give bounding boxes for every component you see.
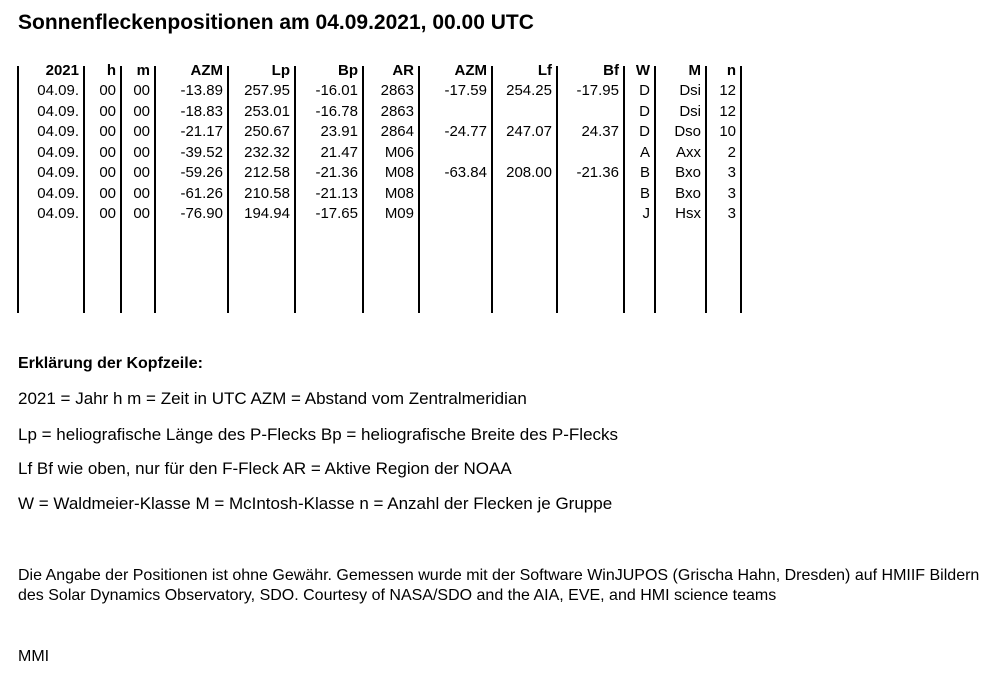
cell-mcintosh: Hsx: [675, 205, 701, 222]
cell-azm-p: -13.89: [180, 82, 223, 99]
header-lp: Lp: [271, 62, 290, 79]
legend-line-1: 2021 = Jahr h m = Zeit in UTC AZM = Abstand vom Zentralmeridian: [18, 389, 527, 408]
header-hour: h: [106, 62, 116, 79]
cell-minute: 00: [133, 184, 150, 202]
cell-count: 3: [727, 164, 736, 181]
cell-bp: -17.65: [315, 205, 358, 222]
cell-ar: 2864: [380, 123, 414, 140]
cell-lp: 194.94: [244, 205, 290, 222]
cell-minute: 00: [133, 82, 150, 99]
column-rule: [740, 66, 742, 313]
header-azm-f: AZM: [454, 62, 487, 79]
header-count: n: [726, 62, 736, 79]
cell-mcintosh: Bxo: [675, 164, 701, 181]
cell-lp: 250.67: [244, 123, 290, 140]
cell-lp: 210.58: [244, 184, 290, 202]
cell-hour: 00: [99, 205, 116, 222]
cell-lp: 232.32: [244, 143, 290, 161]
cell-waldmeier: A: [639, 143, 650, 161]
cell-ar: M08: [384, 184, 414, 202]
cell-count: 12: [719, 102, 736, 120]
cell-azm-f: -17.59: [444, 82, 487, 99]
cell-mcintosh: Bxo: [675, 184, 701, 202]
cell-bf: 24.37: [581, 123, 619, 140]
header-lf: Lf: [537, 62, 552, 79]
column-rule: [491, 66, 493, 313]
column-rule: [154, 66, 156, 313]
cell-ar: 2863: [380, 102, 414, 120]
header-minute: m: [136, 62, 150, 79]
header-ar: AR: [392, 62, 414, 79]
cell-azm-p: -76.90: [180, 205, 223, 222]
cell-azm-p: -61.26: [180, 184, 223, 202]
cell-lf: 208.00: [506, 164, 552, 181]
cell-year: 04.09.: [37, 143, 79, 161]
cell-bp: 23.91: [320, 123, 358, 140]
cell-waldmeier: B: [639, 164, 650, 181]
cell-hour: 00: [99, 164, 116, 181]
header-year: 2021: [45, 62, 79, 79]
legend-line-4: W = Waldmeier-Klasse M = McIntosh-Klasse n = Anzahl der Flecken je Gruppe: [18, 494, 613, 513]
cell-azm-p: -18.83: [180, 102, 223, 120]
cell-bf: -21.36: [576, 164, 619, 181]
cell-minute: 00: [133, 164, 150, 181]
column-rule: [83, 66, 85, 313]
cell-count: 12: [719, 82, 736, 99]
cell-minute: 00: [133, 143, 150, 161]
cell-year: 04.09.: [37, 102, 79, 120]
cell-bf: -17.95: [576, 82, 619, 99]
legend-line-2: Lp = heliografische Länge des P-Flecks Bp = heliografische Breite des P-Flecks: [18, 425, 619, 444]
disclaimer-note: Die Angabe der Positionen ist ohne Gewähr. Gemessen wurde mit der Software WinJUPOS (Grischa Hahn, Dresden) auf HMIIF Bildern des Solar Dynamics Observatory, SDO. Courtesy of NASA/SDO and the AIA, EVE, and HMI science teams: [18, 567, 980, 604]
cell-waldmeier: B: [639, 184, 650, 202]
cell-count: 3: [727, 184, 736, 202]
cell-mcintosh: Dso: [674, 123, 701, 140]
cell-hour: 00: [99, 123, 116, 140]
cell-mcintosh: Dsi: [679, 82, 701, 99]
cell-count: 2: [727, 143, 736, 161]
cell-hour: 00: [99, 184, 116, 202]
cell-ar: M06: [384, 143, 414, 161]
cell-waldmeier: J: [642, 205, 650, 222]
page-title: Sonnenfleckenpositionen am 04.09.2021, 00.00 UTC: [18, 11, 534, 34]
cell-lp: 253.01: [244, 102, 290, 120]
cell-bp: -21.13: [315, 184, 358, 202]
cell-waldmeier: D: [639, 123, 650, 140]
column-rule: [120, 66, 122, 313]
column-rule: [623, 66, 625, 313]
column-rule: [362, 66, 364, 313]
cell-azm-f: -24.77: [444, 123, 487, 140]
cell-minute: 00: [133, 205, 150, 222]
cell-waldmeier: D: [639, 102, 650, 120]
cell-count: 10: [719, 123, 736, 140]
cell-count: 3: [727, 205, 736, 222]
cell-azm-p: -21.17: [180, 123, 223, 140]
cell-mcintosh: Dsi: [679, 102, 701, 120]
cell-hour: 00: [99, 82, 116, 99]
column-rule: [294, 66, 296, 313]
legend-line-3: Lf Bf wie oben, nur für den F-Fleck AR = Aktive Region der NOAA: [18, 459, 512, 478]
cell-ar: 2863: [380, 82, 414, 99]
header-waldmeier: W: [635, 62, 650, 79]
cell-bp: 21.47: [320, 143, 358, 161]
cell-azm-p: -59.26: [180, 164, 223, 181]
header-bp: Bp: [338, 62, 358, 79]
cell-lf: 247.07: [506, 123, 552, 140]
column-rule: [418, 66, 420, 313]
cell-azm-f: -63.84: [444, 164, 487, 181]
legend-title: Erklärung der Kopfzeile:: [18, 355, 203, 372]
cell-year: 04.09.: [37, 82, 79, 99]
column-rule: [227, 66, 229, 313]
cell-waldmeier: D: [639, 82, 650, 99]
cell-year: 04.09.: [37, 184, 79, 202]
header-azm-p: AZM: [190, 62, 223, 79]
cell-minute: 00: [133, 123, 150, 140]
cell-minute: 00: [133, 102, 150, 120]
header-mcintosh: M: [688, 62, 701, 79]
cell-ar: M09: [384, 205, 414, 222]
cell-year: 04.09.: [37, 205, 79, 222]
cell-year: 04.09.: [37, 123, 79, 140]
cell-bp: -16.01: [315, 82, 358, 99]
cell-hour: 00: [99, 102, 116, 120]
cell-lp: 257.95: [244, 82, 290, 99]
cell-lf: 254.25: [506, 82, 552, 99]
cell-year: 04.09.: [37, 164, 79, 181]
column-rule: [705, 66, 707, 313]
cell-hour: 00: [99, 143, 116, 161]
cell-azm-p: -39.52: [180, 143, 223, 161]
cell-ar: M08: [384, 164, 414, 181]
cell-bp: -21.36: [315, 164, 358, 181]
column-rule: [17, 66, 19, 313]
header-bf: Bf: [603, 62, 619, 79]
cell-bp: -16.78: [315, 102, 358, 120]
column-rule: [654, 66, 656, 313]
column-rule: [556, 66, 558, 313]
signature: MMI: [18, 648, 50, 665]
cell-mcintosh: Axx: [675, 143, 701, 161]
cell-lp: 212.58: [244, 164, 290, 181]
